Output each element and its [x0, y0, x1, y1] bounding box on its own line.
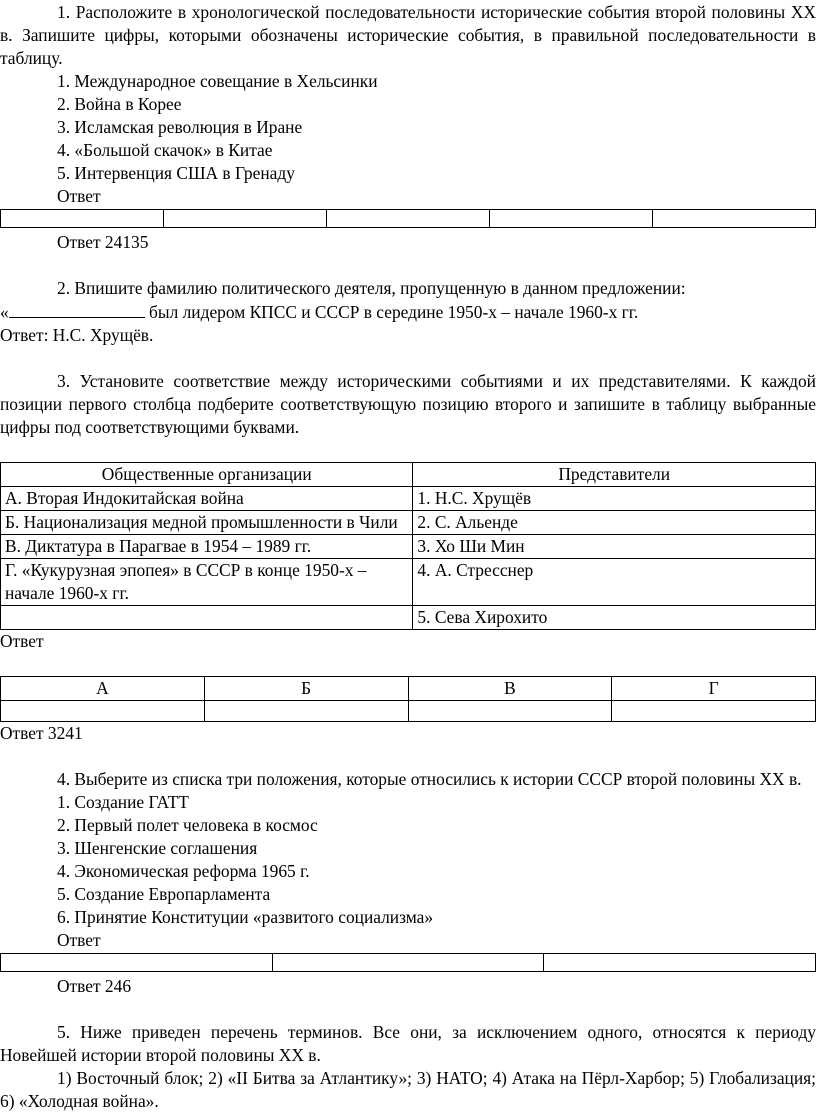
q4-item: 4. Экономическая реформа 1965 г. [57, 861, 310, 881]
q3-right-cell: 1. Н.С. Хрущёв [413, 487, 816, 511]
answer-cell[interactable] [408, 701, 612, 722]
answer-cell[interactable] [490, 210, 653, 228]
answer-cell[interactable] [327, 210, 490, 228]
q3-left-cell: Г. «Кукурузная эпопея» в СССР в конце 1950-х – начале 1960-х гг. [1, 559, 413, 606]
answer-cell[interactable] [653, 210, 816, 228]
q3-right-cell: 3. Хо Ши Мин [413, 535, 816, 559]
q4-item: 3. Шенгенские соглашения [57, 838, 258, 858]
q2-sentence-rest: был лидером КПСС и СССР в середине 1950-х – начале 1960-х гг. [144, 302, 639, 322]
q3-answer: Ответ 3241 [0, 723, 83, 743]
q4-item: 2. Первый полет человека в космос [57, 815, 318, 835]
q1-answer: Ответ 24135 [57, 232, 149, 252]
q3-right-cell: 5. Сева Хирохито [413, 606, 816, 630]
q3-header-left: Общественные организации [1, 463, 413, 487]
q2-open-quote: « [0, 302, 9, 322]
q2-answer: Ответ: Н.С. Хрущёв. [0, 325, 154, 345]
q3-left-cell [1, 606, 413, 630]
q4-text: 4. Выберите из списка три положения, которые относились к истории СССР второй половины XX в. [57, 769, 802, 789]
q3-left-cell: А. Вторая Индокитайская война [1, 487, 413, 511]
answer-cell[interactable] [272, 954, 544, 972]
q3-letter-v: В [408, 677, 612, 701]
q3-left-cell: В. Диктатура в Парагвае в 1954 – 1989 гг. [1, 535, 413, 559]
q4-item: 5. Создание Европарламента [57, 884, 271, 904]
q3-letter-g: Г [612, 677, 816, 701]
q3-letter-a: А [1, 677, 205, 701]
q3-right-cell: 4. А. Стресснер [413, 559, 816, 606]
q3-letter-b: Б [204, 677, 408, 701]
q4-answer: Ответ 246 [57, 976, 132, 996]
q4-item: 6. Принятие Конституции «развитого социализма» [57, 907, 434, 927]
answer-cell[interactable] [1, 701, 205, 722]
q4-answer-label: Ответ [57, 930, 101, 950]
answer-cell[interactable] [1, 210, 164, 228]
q1-item: 5. Интервенция США в Гренаду [57, 163, 295, 183]
q1-item: 1. Международное совещание в Хельсинки [57, 71, 378, 91]
q5-terms: 1) Восточный блок; 2) «II Битва за Атлантику»; 3) НАТО; 4) Атака на Пёрл-Харбор; 5) Глобализация; 6) «Холодная война». [0, 1068, 816, 1111]
q1-answer-label: Ответ [57, 186, 101, 206]
q1-item: 2. Война в Корее [57, 94, 182, 114]
q1-item: 4. «Большой скачок» в Китае [57, 140, 273, 160]
q3-text: 3. Установите соответствие между историческими событиями и их представителями. К каждой позиции первого столбца подберите соответствующую позицию второго и запишите в таблицу выбранные цифры под соответствующими буквами. [0, 371, 816, 437]
q1-list [0, 70, 816, 208]
q1-text: 1. Расположите в хронологической последовательности исторические события второй половины XX в. Запишите цифры, которыми обозначены исторические события, в правильной последовательности в таблицу. [0, 2, 816, 68]
q4-item: 1. Создание ГАТТ [57, 792, 189, 812]
q2-blank[interactable] [9, 300, 145, 318]
q3-answer-table [0, 676, 816, 722]
q3-right-cell: 2. С. Альенде [413, 511, 816, 535]
answer-cell[interactable] [612, 701, 816, 722]
answer-cell[interactable] [544, 954, 816, 972]
answer-cell[interactable] [1, 954, 273, 972]
q4-answer-table [0, 953, 816, 972]
q2-text: 2. Впишите фамилию политического деятеля, пропущенную в данном предложении: [57, 278, 686, 298]
q2-sentence [0, 300, 816, 324]
q4-list [0, 791, 816, 952]
q3-matching-table [0, 462, 816, 630]
answer-cell[interactable] [204, 701, 408, 722]
q5-text: 5. Ниже приведен перечень терминов. Все они, за исключением одного, относятся к периоду Новейшей истории второй половины XX в. [0, 1022, 816, 1065]
q1-answer-table [0, 209, 816, 228]
answer-cell[interactable] [164, 210, 327, 228]
q3-answer-label: Ответ [0, 631, 44, 651]
q1-item: 3. Исламская революция в Иране [57, 117, 303, 137]
q3-left-cell: Б. Национализация медной промышленности в Чили [1, 511, 413, 535]
q3-header-right: Представители [413, 463, 816, 487]
